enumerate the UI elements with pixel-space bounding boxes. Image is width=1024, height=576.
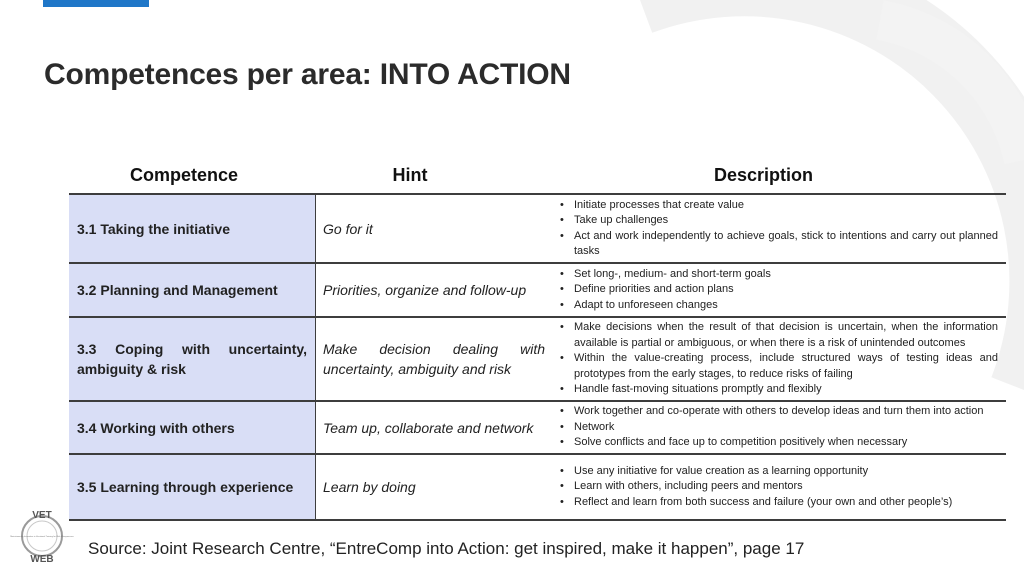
table-row — [69, 401, 1006, 454]
hint-cell: Learn by doing — [316, 454, 553, 520]
description-cell — [552, 454, 1006, 520]
description-list — [558, 267, 998, 313]
description-list — [558, 320, 998, 397]
description-cell — [552, 263, 1006, 317]
competence-cell: 3.4 Working with others — [69, 401, 316, 454]
table-row — [69, 317, 1006, 401]
competence-cell: 3.2 Planning and Management — [69, 263, 316, 317]
logo-bottom-text: WEB — [30, 554, 54, 565]
logo-tagline: Mainstreaming Innovation in Vocational Training for Web Entrepreneurs — [10, 536, 74, 538]
hint-cell: Priorities, organize and follow-up — [316, 263, 553, 317]
description-list — [558, 198, 998, 260]
description-item: • Learn with others, including peers and mentors — [574, 479, 998, 494]
description-item: • Define priorities and action plans — [574, 282, 998, 297]
page-title: Competences per area: INTO ACTION — [44, 58, 571, 91]
description-list — [558, 404, 998, 450]
description-item: • Reflect and learn from both success and failure (your own and other people’s) — [574, 495, 998, 510]
column-header-description: Description — [713, 165, 814, 185]
competence-cell: 3.1 Taking the initiative — [69, 194, 316, 263]
description-cell — [552, 194, 1006, 263]
logo-top-text: VET — [32, 510, 52, 521]
description-item: • Make decisions when the result of that decision is uncertain, when the information available is partial or ambiguous, or when there is a risk of unintended outcomes — [574, 320, 998, 351]
description-item: • Handle fast-moving situations promptly and flexibly — [574, 382, 998, 397]
description-item: • Within the value-creating process, include structured ways of testing ideas and prototypes from the early stages, to reduce risks of failing — [574, 351, 998, 382]
description-item: • Network — [574, 420, 998, 435]
column-header-competence: Competence — [129, 165, 239, 185]
source-citation: Source: Joint Research Centre, “EntreComp into Action: get inspired, make it happen”, page 17 — [88, 539, 805, 558]
competence-table — [69, 193, 1006, 521]
description-item: • Act and work independently to achieve goals, stick to intentions and carry out planned tasks — [574, 229, 998, 260]
hint-cell: Make decision dealing with uncertainty, ambiguity and risk — [316, 317, 553, 401]
hint-cell: Go for it — [316, 194, 553, 263]
description-cell — [552, 401, 1006, 454]
description-item: • Use any initiative for value creation as a learning opportunity — [574, 464, 998, 479]
top-accent-bar — [43, 0, 149, 7]
description-item: • Solve conflicts and face up to competition positively when necessary — [574, 435, 998, 450]
hint-cell: Team up, collaborate and network — [316, 401, 553, 454]
description-cell — [552, 317, 1006, 401]
description-item: • Set long-, medium- and short-term goals — [574, 267, 998, 282]
description-item: • Adapt to unforeseen changes — [574, 298, 998, 313]
table-row — [69, 454, 1006, 520]
column-header-hint: Hint — [392, 165, 428, 185]
description-item: • Work together and co-operate with others to develop ideas and turn them into action — [574, 404, 998, 419]
description-item: • Initiate processes that create value — [574, 198, 998, 213]
description-list — [558, 464, 998, 510]
competence-cell: 3.3 Coping with uncertainty, ambiguity & risk — [69, 317, 316, 401]
competence-cell: 3.5 Learning through experience — [69, 454, 316, 520]
description-item: • Take up challenges — [574, 213, 998, 228]
table-row — [69, 263, 1006, 317]
table-row — [69, 194, 1006, 263]
vet-web-logo — [10, 505, 74, 565]
